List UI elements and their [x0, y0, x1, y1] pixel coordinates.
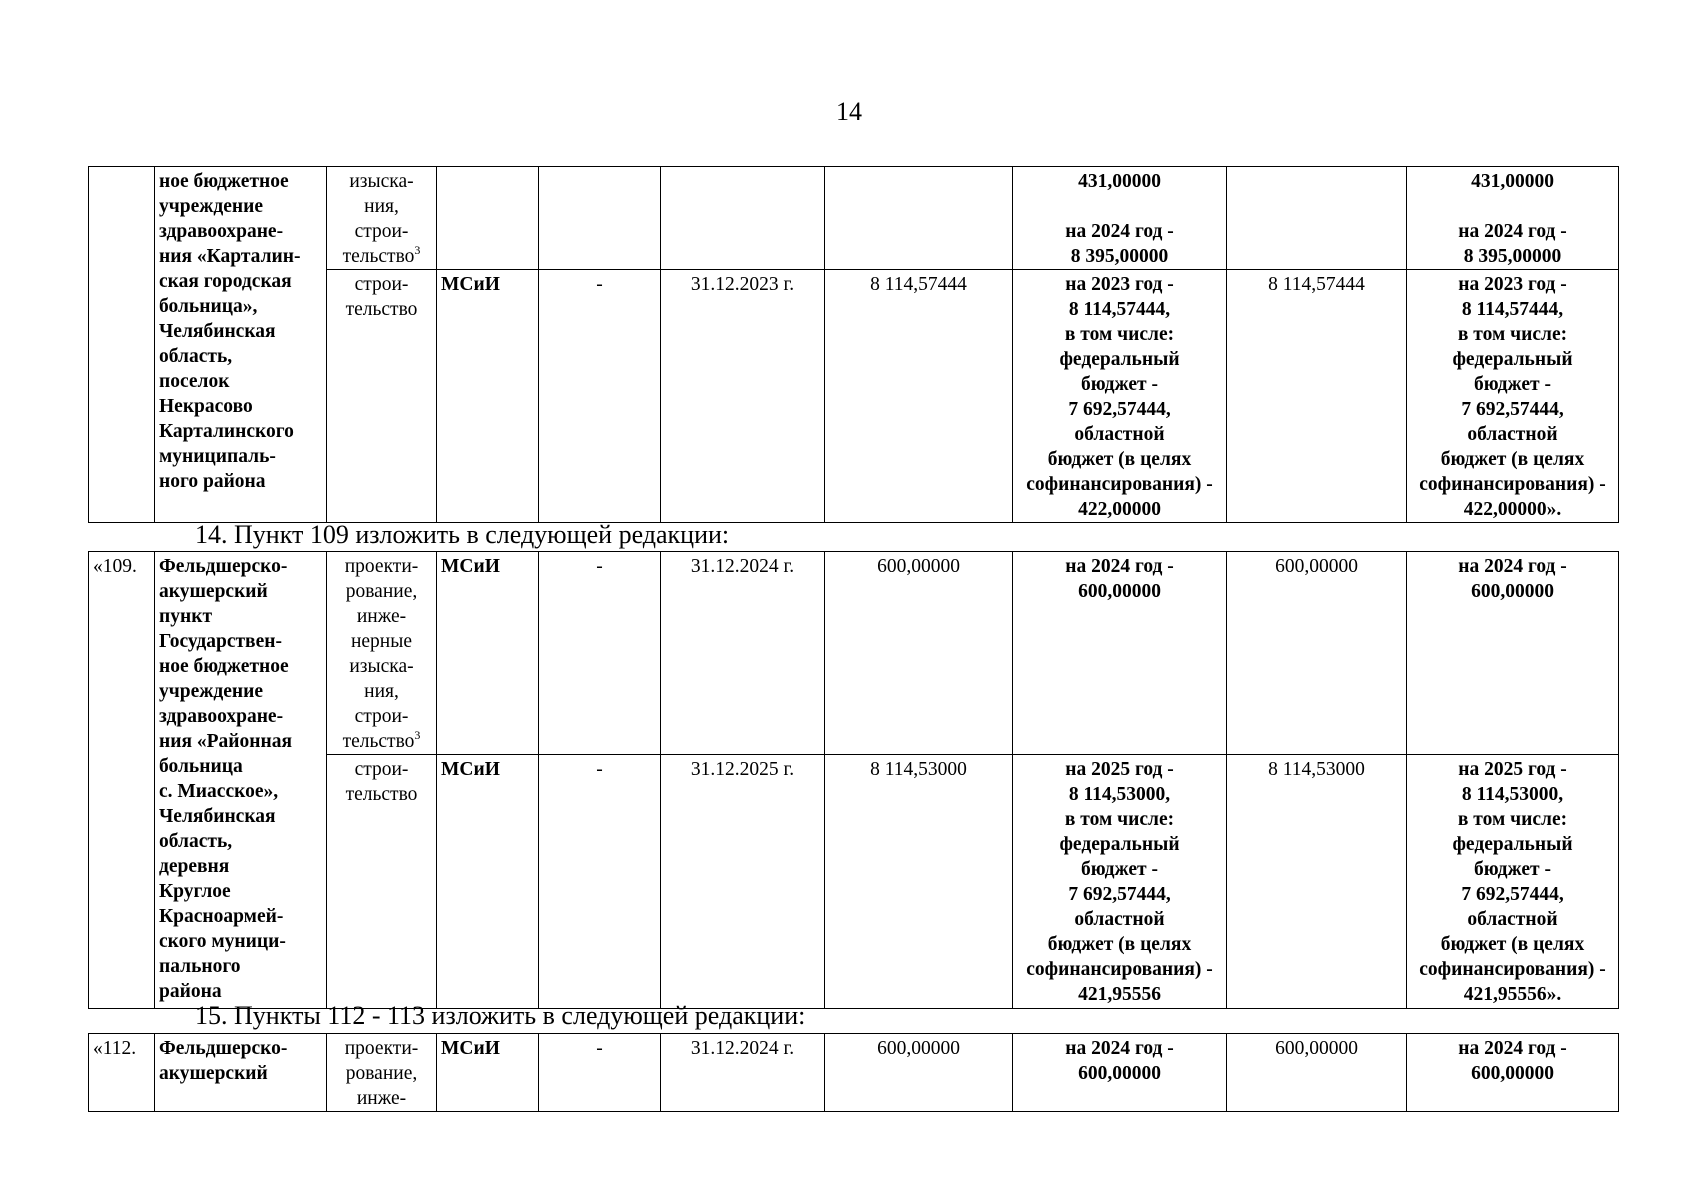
financing-cell: 431,00000 на 2024 год - 8 395,00000: [1013, 167, 1227, 270]
financing2-cell: на 2023 год - 8 114,57444, в том числе: федеральный бюджет - 7 692,57444, областной бюджет (в целях софинансирования) - 422,00000».: [1407, 270, 1619, 523]
item-109-table: [88, 551, 1619, 1009]
work-type-cell: строи- тельство: [327, 270, 437, 523]
cost2-cell: [1227, 167, 1407, 270]
deadline-cell: 31.12.2024 г.: [661, 552, 825, 755]
work-type-cell: проекти- рование, инже-: [327, 1034, 437, 1112]
deadline-cell: 31.12.2025 г.: [661, 755, 825, 1009]
cost-cell: 600,00000: [825, 552, 1013, 755]
continued-table: [88, 166, 1619, 523]
customer-cell: МСиИ: [437, 270, 539, 523]
financing-cell: на 2025 год - 8 114,53000, в том числе: федеральный бюджет - 7 692,57444, областной бюджет (в целях софинансирования) - 421,95556: [1013, 755, 1227, 1009]
deadline-cell: 31.12.2024 г.: [661, 1034, 825, 1112]
cost2-cell: 8 114,57444: [1227, 270, 1407, 523]
table-row: [89, 1034, 1619, 1112]
page-number: 14: [836, 97, 862, 126]
cost-cell: 8 114,53000: [825, 755, 1013, 1009]
cost2-cell: 600,00000: [1227, 552, 1407, 755]
financing-cell: на 2024 год - 600,00000: [1013, 1034, 1227, 1112]
facility-name-cell: Фельдшерско- акушерский пункт Государствен- ное бюджетное учреждение здравоохране- ния «Районная больница с. Миасское», Челябинская область, деревня Круглое Красноармей- ского муници- пального района: [155, 552, 327, 1009]
financing2-cell: на 2024 год - 600,00000: [1407, 1034, 1619, 1112]
cost2-cell: 8 114,53000: [1227, 755, 1407, 1009]
customer-cell: МСиИ: [437, 1034, 539, 1112]
financing2-cell: на 2025 год - 8 114,53000, в том числе: федеральный бюджет - 7 692,57444, областной бюджет (в целях софинансирования) - 421,95556».: [1407, 755, 1619, 1009]
item-number-cell: [89, 167, 155, 523]
item-number-cell: «112.: [89, 1034, 155, 1112]
customer-cell: МСиИ: [437, 552, 539, 755]
dash-cell: -: [539, 270, 661, 523]
facility-name-cell: ное бюджетное учреждение здравоохране- ния «Карталин- ская городская больница», Челябинская область, поселок Некрасово Карталинского муниципаль- ного района: [155, 167, 327, 523]
customer-cell: [437, 167, 539, 270]
work-type-cell: изыска- ния, строи- тельство$^3$: [327, 167, 437, 270]
item-number-cell: «109.: [89, 552, 155, 1009]
facility-name-cell: Фельдшерско- акушерский: [155, 1034, 327, 1112]
work-type-cell: проекти- рование, инже- нерные изыска- ния, строи- тельство$^3$: [327, 552, 437, 755]
cost-cell: 600,00000: [825, 1034, 1013, 1112]
dash-cell: -: [539, 1034, 661, 1112]
dash-cell: -: [539, 755, 661, 1009]
financing-cell: на 2024 год - 600,00000: [1013, 552, 1227, 755]
cost2-cell: 600,00000: [1227, 1034, 1407, 1112]
section-heading-14: 14. Пункт 109 изложить в следующей редакции:: [195, 520, 730, 549]
table-row: [89, 167, 1619, 270]
dash-cell: [539, 167, 661, 270]
financing2-cell: 431,00000 на 2024 год - 8 395,00000: [1407, 167, 1619, 270]
work-type-cell: строи- тельство: [327, 755, 437, 1009]
section-heading-15: 15. Пункты 112 - 113 изложить в следующей редакции:: [195, 1001, 806, 1030]
deadline-cell: [661, 167, 825, 270]
item-112-table: [88, 1033, 1619, 1112]
deadline-cell: 31.12.2023 г.: [661, 270, 825, 523]
customer-cell: МСиИ: [437, 755, 539, 1009]
financing-cell: на 2023 год - 8 114,57444, в том числе: федеральный бюджет - 7 692,57444, областной бюджет (в целях софинансирования) - 422,00000: [1013, 270, 1227, 523]
cost-cell: 8 114,57444: [825, 270, 1013, 523]
dash-cell: -: [539, 552, 661, 755]
table-row: [89, 552, 1619, 755]
cost-cell: [825, 167, 1013, 270]
financing2-cell: на 2024 год - 600,00000: [1407, 552, 1619, 755]
